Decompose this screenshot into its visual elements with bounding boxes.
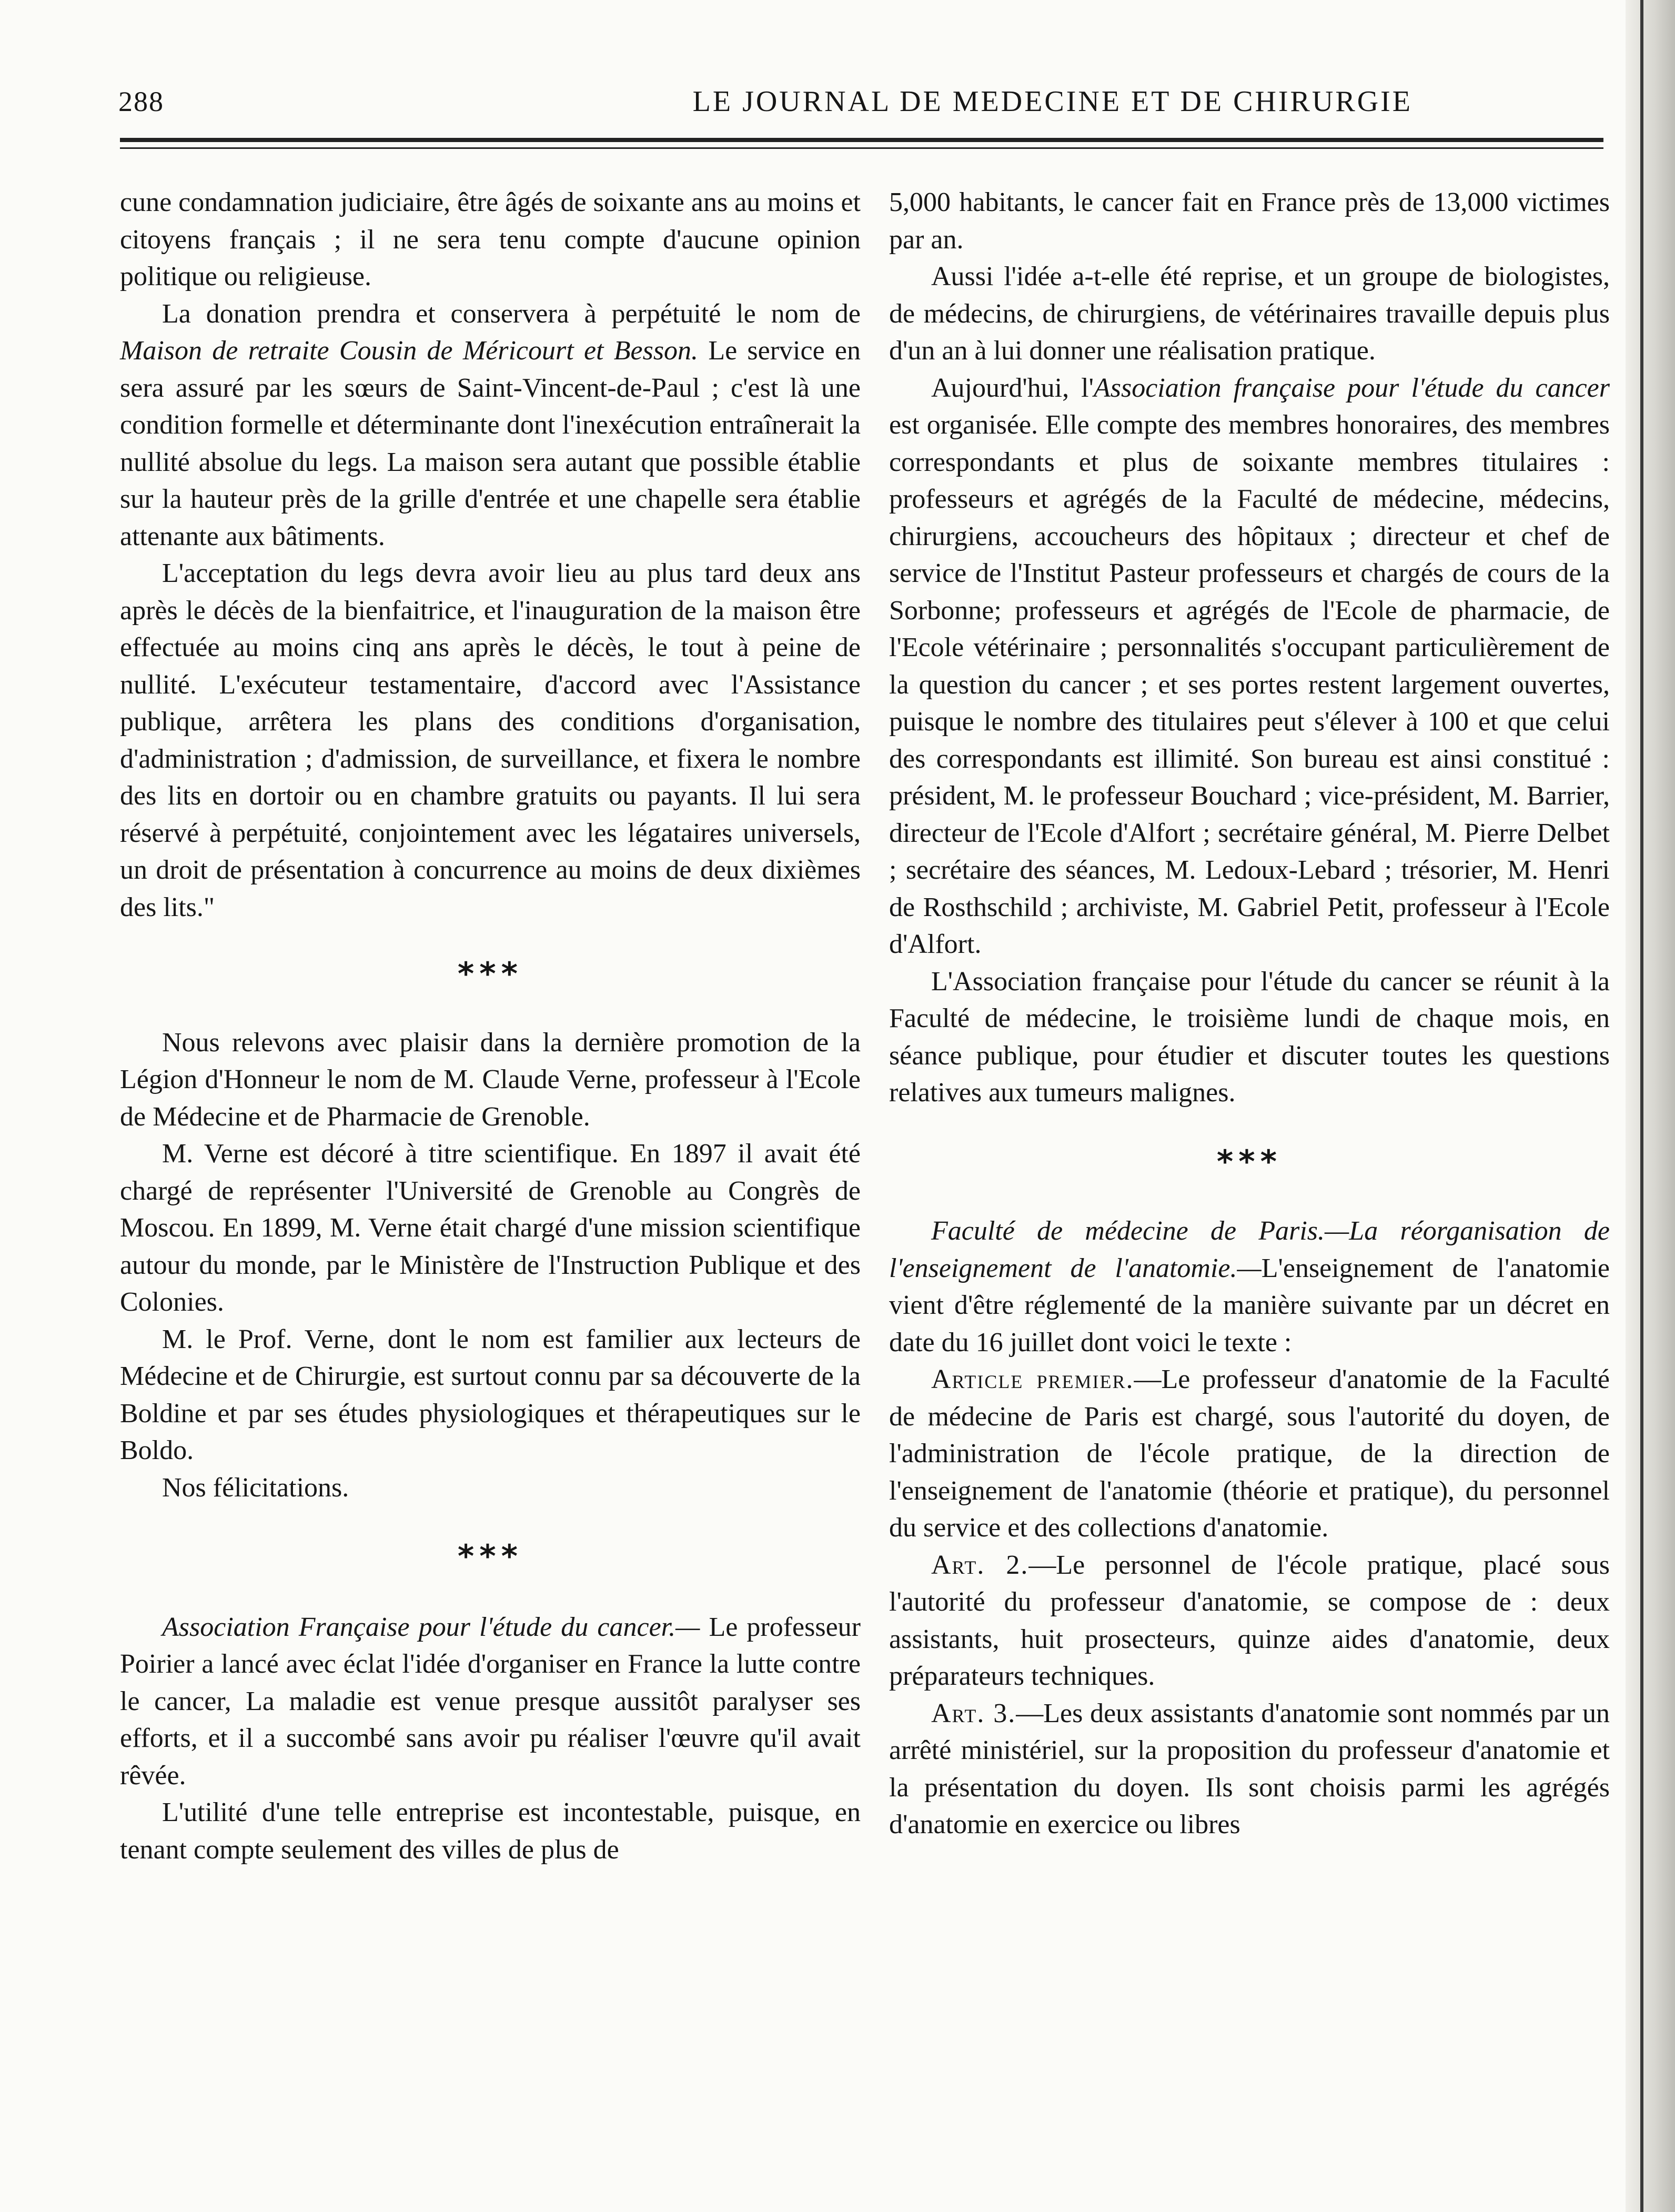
text-run: —Le professeur d'anatomie de la Faculté de médecine de Paris est chargé, sous l'autorité du doyen, de l'administration de l'école pratique, de la direction de l'enseignement de l'anatomie (théorie et pratique), du personnel du service et des collections d'anatomie. xyxy=(889,1364,1610,1543)
paragraph-legion-honneur: Nous relevons avec plaisir dans la dernière promotion de la Légion d'Honneur le nom de M. Claude Verne, professeur à l'Ecole de Médecine et de Pharmacie de Grenoble. xyxy=(120,1027,861,1132)
paragraph-association-organisee xyxy=(889,370,1610,963)
text-run: La donation prendra et conservera à perpétuité le nom de xyxy=(162,298,861,329)
italic-section-heading: Faculté de médecine de Paris.—La réorganisation de l'enseignement de l'anatomie.— xyxy=(889,1216,1610,1283)
paragraph: Aussi l'idée a-t-elle été reprise, et un groupe de biologistes, de médecins, de chirurgiens, de vétérinaires travaille depuis plus d'un an à lui donner une réalisation pratique. xyxy=(889,262,1610,366)
italic-section-heading: Association Française pour l'étude du cancer.— xyxy=(162,1612,700,1642)
section-separator-stars: *** xyxy=(1216,1143,1283,1180)
header-rule-thick xyxy=(120,138,1603,142)
article-label: Article premier. xyxy=(931,1364,1134,1394)
paragraph: cune condamnation judiciaire, être âgés de soixante ans au moins et citoyens français ; il ne sera tenu compte d'aucune opinion politique ou religieuse. xyxy=(120,187,861,291)
text-run: Le professeur Poirier a lancé avec éclat l'idée d'organiser en France la lutte contre le cancer, La maladie est venue presque aussitôt paralyser ses efforts, et il a succombé sans avoir pu réaliser l'œuvre qu'il avait rêvée. xyxy=(120,1612,861,1791)
italic-institution-name: Maison de retraite Cousin de Méricourt et Besson. xyxy=(120,336,699,366)
running-title: LE JOURNAL DE MEDECINE ET DE CHIRURGIE xyxy=(692,85,1412,118)
article-1 xyxy=(889,1361,1610,1547)
text-run: est organisée. Elle compte des membres honoraires, des membres correspondants et plus de soixante membres titulaires : professeurs et agrégés de la Faculté de médecine, médecins, chirurgiens, accoucheurs des hôpitaux ; directeur et chef de service de l'Institut Pasteur professeurs et chargés de cours de la Sorbonne; professeurs et agrégés de l'Ecole de pharmacie, de l'Ecole vétérinaire ; personnalités s'occupant particulièrement de la question du cancer ; et ses portes restent largement ouvertes, puisque le nombre des titulaires peut s'élever à 100 et que celui des correspondants est illimité. Son bureau est ainsi constitué : président, M. le professeur Bouchard ; vice-président, M. Barrier, directeur de l'Ecole d'Alfort ; secrétaire général, M. Pierre Delbet ; secrétaire des séances, M. Ledoux-Lebard ; trésorier, M. Henri de Rosthschild ; archiviste, M. Gabriel Petit, professeur à l'Ecole d'Alfort. xyxy=(889,410,1610,959)
text-run: Le service en sera assuré par les sœurs de Saint-Vincent-de-Paul ; c'est là une condition formelle et déterminante dont l'inexécution entraînerait la nullité absolue du legs. La maison sera autant que possible établie sur la hauteur près de la grille d'entrée et une chapelle sera établie attenante aux bâtiments. xyxy=(120,336,861,551)
right-column xyxy=(889,184,1610,1844)
italic-association-name: Association française pour l'étude du cancer xyxy=(1093,373,1610,403)
article-label: Art. 3. xyxy=(931,1698,1016,1728)
paragraph-anatomie xyxy=(889,1213,1610,1361)
header-rule-thin xyxy=(120,147,1603,149)
page-spine-shadow xyxy=(1626,0,1675,2212)
paragraph: M. Verne est décoré à titre scientifique. En 1897 il avait été chargé de représenter l'Université de Grenoble au Congrès de Moscou. En 1899, M. Verne était chargé d'une mission scientifique autour du monde, par le Ministère de l'Instruction Publique et des Colonies. xyxy=(120,1139,861,1317)
paragraph: L'acceptation du legs devra avoir lieu au plus tard deux ans après le décès de la bienfaitrice, et l'inauguration de la maison être effectuée au moins cinq ans après le décès, le tout à peine de nullité. L'exécuteur testamentaire, d'accord avec l'Assistance publique, arrêtera les plans des conditions d'organisation, d'administration ; d'admission, de surveillance, et fixera le nombre des lits en dortoir ou en chambre gratuits ou payants. Il lui sera réservé à perpétuité, conjointement avec les légataires universels, un droit de présentation à concurrence au moins de deux dixièmes des lits." xyxy=(120,558,861,922)
paragraph: 5,000 habitants, le cancer fait en France près de 13,000 victimes par an. xyxy=(889,187,1610,255)
left-column xyxy=(120,184,861,1868)
section-separator-stars: *** xyxy=(457,1538,523,1575)
section-separator-stars: *** xyxy=(457,956,523,992)
paragraph-association-cancer xyxy=(120,1609,861,1795)
text-run: L'enseignement de l'anatomie vient d'être réglementé de la manière suivante par un décret en date du 16 juillet dont voici le texte : xyxy=(889,1253,1610,1358)
article-label: Art. 2. xyxy=(931,1550,1029,1580)
text-run: —Les deux assistants d'anatomie sont nommés par un arrêté ministériel, sur la proposition du professeur d'anatomie et la présentation du doyen. Ils sont choisis parmi les agrégés d'anatomie en exercice ou libres xyxy=(889,1698,1610,1839)
paragraph: M. le Prof. Verne, dont le nom est familier aux lecteurs de Médecine et de Chirurgie, est surtout connu par sa découverte de la Boldine et par ses études physiologiques et thérapeutiques sur le Boldo. xyxy=(120,1324,861,1465)
running-header xyxy=(118,78,1607,125)
page-spine-edge xyxy=(1640,0,1643,2212)
article-2 xyxy=(889,1547,1610,1695)
paragraph-maison-de-retraite xyxy=(120,296,861,556)
text-run: Aujourd'hui, l' xyxy=(931,373,1094,403)
text-run: —Le personnel de l'école pratique, placé sous l'autorité du professeur d'anatomie, se compose de : deux assistants, huit prosecteurs, quinze aides d'anatomie, deux préparateurs techniques. xyxy=(889,1550,1610,1691)
paragraph: Nos félicitations. xyxy=(162,1472,349,1503)
paragraph: L'utilité d'une telle entreprise est incontestable, puisque, en tenant compte seulement des villes de plus de xyxy=(120,1797,861,1865)
article-3 xyxy=(889,1695,1610,1844)
page-number: 288 xyxy=(118,86,164,117)
paragraph: L'Association française pour l'étude du cancer se réunit à la Faculté de médecine, le troisième lundi de chaque mois, en séance publique, pour étudier et discuter toutes les questions relatives aux tumeurs malignes. xyxy=(889,966,1610,1108)
